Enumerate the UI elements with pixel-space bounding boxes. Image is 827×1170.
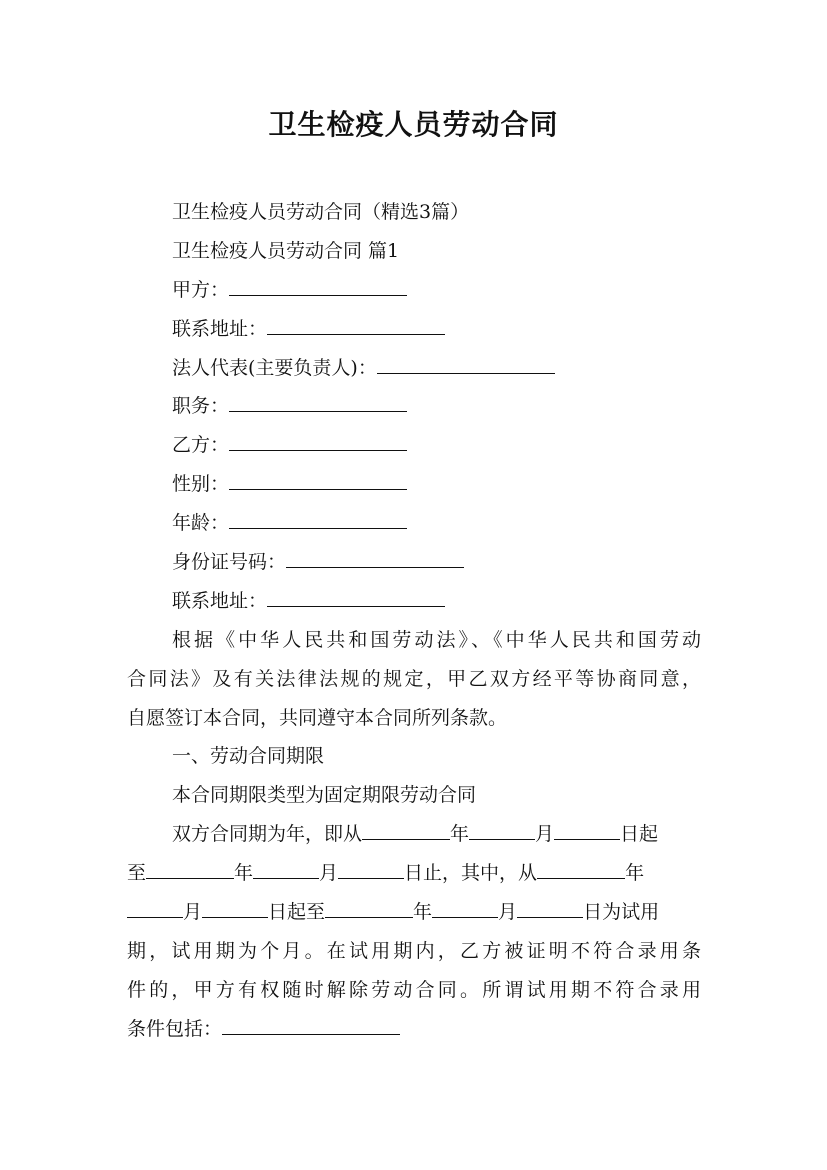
contact-address-a-label: 联系地址： (172, 317, 268, 340)
gender-blank[interactable] (229, 467, 407, 490)
term-line5: 件的，甲方有权随时解除劳动合同。所谓试用期不符合录用 (127, 978, 701, 1001)
gender-field (127, 465, 701, 504)
end-month-blank[interactable] (253, 856, 319, 879)
party-a-label: 甲方： (172, 278, 230, 301)
start-year-blank[interactable] (362, 817, 450, 840)
contact-address-b-field (127, 582, 701, 621)
age-field (127, 504, 701, 543)
term-line2 (127, 854, 701, 893)
contact-address-b-blank[interactable] (267, 584, 445, 607)
to-label: 至 (127, 862, 147, 885)
legal-rep-blank[interactable] (377, 351, 555, 374)
probation-end-day-blank[interactable] (517, 895, 583, 918)
year-label: 年 (450, 823, 470, 846)
term-line3 (127, 893, 701, 932)
age-label: 年龄： (172, 512, 230, 535)
contact-address-b-label: 联系地址： (172, 589, 268, 612)
paragraph1-line3: 自愿签订本合同，共同遵守本合同所列条款。 (127, 706, 508, 729)
day-to-label: 日止，其中，从 (404, 862, 538, 885)
document-body (127, 193, 701, 1049)
position-field (127, 387, 701, 426)
paragraph1-line1: 根据《中华人民共和国劳动法》、《中华人民共和国劳动 (172, 628, 701, 651)
paragraph1-line2: 合同法》及有关法律法规的规定，甲乙双方经平等协商同意， (127, 667, 701, 690)
clause1-heading: 一、劳动合同期限 (172, 745, 325, 768)
legal-rep-field (127, 349, 701, 388)
id-number-label: 身份证号码： (172, 551, 287, 574)
month-label: 月 (535, 823, 555, 846)
start-month-blank[interactable] (469, 817, 535, 840)
contact-address-a-field (127, 310, 701, 349)
month-label: 月 (183, 901, 203, 924)
end-year-blank[interactable] (146, 856, 234, 879)
contact-address-a-blank[interactable] (267, 312, 445, 335)
day-probation-label: 日为试用 (583, 901, 660, 924)
document-title: 卫生检疫人员劳动合同 (268, 108, 559, 141)
term-line1 (127, 815, 701, 854)
term-line6 (127, 1010, 701, 1049)
party-a-field (127, 271, 701, 310)
id-number-field (127, 543, 701, 582)
age-blank[interactable] (229, 506, 407, 529)
subtitle: 卫生检疫人员劳动合同（精选3篇） (172, 201, 470, 223)
term-line4: 期，试用期为个月。在试用期内，乙方被证明不符合录用条 (127, 939, 701, 962)
probation-start-month-blank[interactable] (127, 895, 183, 918)
id-number-blank[interactable] (286, 545, 464, 568)
position-blank[interactable] (229, 389, 407, 412)
party-b-blank[interactable] (229, 428, 407, 451)
month-label: 月 (498, 901, 518, 924)
legal-rep-label: 法人代表(主要负责人)： (172, 356, 377, 379)
year-label: 年 (625, 862, 645, 885)
probation-end-year-blank[interactable] (325, 895, 413, 918)
month-label: 月 (319, 862, 339, 885)
end-day-blank[interactable] (338, 856, 404, 879)
party-b-label: 乙方： (172, 434, 230, 457)
position-label: 职务： (172, 395, 230, 418)
year-label: 年 (413, 901, 433, 924)
year-label: 年 (234, 862, 254, 885)
start-day-blank[interactable] (554, 817, 620, 840)
day-from-label: 日起 (620, 823, 659, 846)
section-heading: 卫生检疫人员劳动合同 篇1 (172, 239, 400, 262)
probation-start-day-blank[interactable] (202, 895, 268, 918)
party-b-field (127, 426, 701, 465)
probation-end-month-blank[interactable] (432, 895, 498, 918)
party-a-blank[interactable] (229, 273, 407, 296)
clause1-type: 本合同期限类型为固定期限劳动合同 (172, 784, 477, 807)
gender-label: 性别： (172, 473, 230, 496)
day-from2-label: 日起至 (268, 901, 326, 924)
probation-start-year-blank[interactable] (537, 856, 625, 879)
term-line6-label: 条件包括： (127, 1017, 223, 1040)
conditions-blank[interactable] (222, 1012, 400, 1035)
term-p1: 双方合同期为年，即从 (172, 823, 363, 846)
